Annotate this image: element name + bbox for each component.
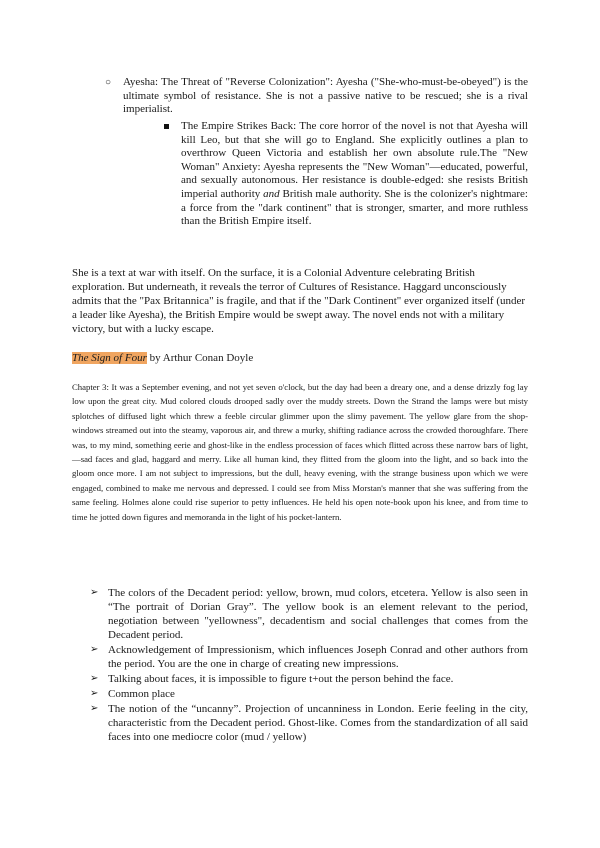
hollow-circle-bullet-icon: ○ bbox=[105, 77, 112, 88]
empire-text-and: and bbox=[263, 187, 280, 200]
chapter-quote bbox=[72, 380, 528, 524]
list-item bbox=[90, 687, 528, 701]
note-text: Acknowledgement of Impressionism, which influences Joseph Conrad and other authors from the period. You are the one in charge of creating new impressions. bbox=[108, 644, 528, 670]
empire-paragraph bbox=[181, 120, 528, 229]
section-heading bbox=[72, 351, 253, 365]
empire-bullet-item bbox=[181, 120, 528, 229]
arrow-bullet-icon: ➢ bbox=[90, 688, 99, 699]
arrow-bullet-icon: ➢ bbox=[90, 673, 99, 684]
arrow-bullet-icon: ➢ bbox=[90, 703, 99, 714]
note-text: Talking about faces, it is impossible to figure t+out the person behind the face. bbox=[108, 673, 454, 685]
notes-list bbox=[90, 586, 528, 745]
summary-paragraph: She is a text at war with itself. On the surface, it is a Colonial Adventure celebrating British exploration. But underneath, it reveals the terror of Cultures of Resistance. Haggard unconsciously admits that the "Pax Britannica" is fragile, and that if the "Dark Continent" ever organized itself (under a leader like Ayesha), the British Empire would be swept away. The novel ends not with a military victory, but with a lucky escape. bbox=[72, 267, 526, 335]
note-text: The notion of the “uncanny”. Projection of uncanniness in London. Eerie feeling in the city, characteristic from the Decadent period. Ghost-like. Comes from the standardization of all said faces into one mediocre color (mud / yellow) bbox=[108, 703, 528, 743]
empire-text-a: The Empire Strikes Back: The core horror of the novel is not that Ayesha will kill Leo, but that she will go to England. She explicitly outlines a plan to overthrow Queen Victoria and establish her own absolute rule.The "New Woman" Anxiety: Ayesha represents the "New Woman"—educated, powerful, and sexually autonomous. Her resistance is double-edged: she resists British imperial authority bbox=[181, 120, 528, 200]
ayesha-bullet-item bbox=[105, 76, 528, 117]
list-item bbox=[90, 702, 528, 744]
list-item bbox=[90, 643, 528, 671]
list-item bbox=[90, 586, 528, 642]
summary-section bbox=[72, 266, 528, 336]
list-item bbox=[90, 672, 528, 686]
square-bullet-icon bbox=[164, 124, 169, 129]
note-text: The colors of the Decadent period: yellow, brown, mud colors, etcetera. Yellow is also seen in “The portrait of Dorian Gray”. The yellow book is an element relevant to the period, negotiation between "yellowness", decadentism and social challenges that comes from the Decadent period. bbox=[108, 587, 528, 641]
empire-text-b: British male authority. She is the colonizer's nightmare: a force from the "dark continent" that is stronger, smarter, and more ruthless than the British Empire itself. bbox=[181, 187, 528, 228]
quote-paragraph: Chapter 3: It was a September evening, and not yet seven o'clock, but the day had been a dreary one, and a dense drizzly fog lay low upon the great city. Mud colored clouds drooped sadly over the muddy streets. Down the Strand the lamps were but misty splotches of diffused light which threw a feeble circular glimmer upon the slimy pavement. The yellow glare from the shop-windows streamed out into the steamy, vaporous air, and threw a murky, shifting radiance across the crowded thoroughfare. There was, to my mind, something eerie and ghost-like in the endless procession of faces which flitted across these narrow bars of light,—sad faces and glad, haggard and merry. Like all human kind, they flitted from the gloom into the light, and so back into the gloom once more. I am not subject to impressions, but the dull, heavy evening, with the strange business upon which we were engaged, combined to make me nervous and depressed. I could see from Miss Morstan's manner that she was suffering from the same feeling. Holmes alone could rise superior to petty influences. He held his open note-book upon his knee, and from time to time he jotted down figures and memoranda in the light of his pocket-lantern. bbox=[72, 382, 528, 522]
arrow-bullet-icon: ➢ bbox=[90, 644, 99, 655]
note-text: Common place bbox=[108, 688, 175, 700]
book-title-highlight: The Sign of Four bbox=[72, 352, 147, 364]
ayesha-paragraph: Ayesha: The Threat of "Reverse Colonization": Ayesha ("She-who-must-be-obeyed") is the ultimate symbol of resistance. She is not a passive native to be rescued; she is a rival imperialist. bbox=[123, 76, 528, 116]
arrow-bullet-icon: ➢ bbox=[90, 587, 99, 598]
book-byline: by Arthur Conan Doyle bbox=[146, 352, 254, 364]
